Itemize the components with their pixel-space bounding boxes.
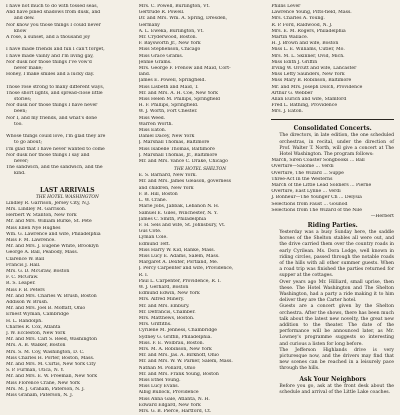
arrival-name: J. Marshall Thomas, Baltimore (138, 140, 210, 146)
arrival-name: H. J. Brown and wife, Boston (271, 41, 339, 47)
column-2 (138, 4, 262, 414)
arrival-name: Lyman Cole. (138, 235, 168, 241)
poem-line: I have made vainly and I'm living gay, (6, 53, 94, 59)
arrival-name: Allan Eurich and wife, Stamford (271, 97, 347, 103)
poem-line: stories; (14, 97, 32, 103)
poem-line: Nor I, and my friends, and what's done (6, 115, 97, 121)
arrival-name: James C. Smith, Philadelphia (138, 216, 207, 222)
arrival-name: Ernest Wyman, Cambridge (6, 312, 69, 318)
program-item: Overture, The Wizard ... Suppe (271, 170, 344, 176)
arrival-name: Miss Florence Crane, New York (6, 380, 80, 386)
last-arrivals-heading: LAST ARRIVALS (40, 186, 95, 194)
riding-paragraph-1: Yesterday was a busy Sunday here, the saddle horses of the Shelton stables all were out, and the drive carried them over the country roads in early Cyrilean. Ms. Dora Lodge, well known in riding circles, passed through the notable roads of the hills with all other summer guests. When a road trip was finished the parties returned for supper at the cottages. (279, 229, 395, 279)
arrival-name: Miss Ethel Young. (138, 377, 181, 383)
arrival-name: J. Marshall Thomas, Jr., Baltimore (138, 152, 218, 158)
arrival-name: Mrs. Lindley M. Garrison. (6, 206, 67, 212)
poem-line: to go about; (14, 140, 43, 146)
arrival-name: Daniel Dacey, New York (138, 134, 195, 140)
poem-line: Nor dusk nor those things I say and (6, 152, 90, 158)
divider (271, 119, 394, 120)
arrival-name: Jennie Grams. (138, 59, 172, 65)
column-3 (271, 4, 394, 396)
hotel-washington-subhead: THE HOTEL WASHINGTON (35, 194, 99, 200)
poem-line: I have not much to do with tossed seas, (6, 4, 99, 9)
arrivals-list-3 (271, 4, 394, 116)
arrival-name: Mrs. Matthews, Boston. (138, 315, 195, 321)
riding-paragraph-4: The Jefferson Highlands drive is very picturesque now, and the drivers may find that new scenes can be reached in a leisurely pace through the hills. (279, 347, 395, 372)
arrival-name: Mrs. G. D. McGraw, Boston (6, 268, 70, 274)
arrival-name: J. W. Eccleston, New York (6, 330, 66, 336)
arrival-name: Mrs. Alfred Minery. (138, 297, 185, 303)
program-item: Three-Act In the Westerns (271, 176, 333, 182)
arrival-name: Edward Edgard, New York (138, 402, 201, 408)
poem-line: know (14, 28, 27, 34)
arrival-name: Miss L. E. Williams, Cutler, Mo. (271, 47, 345, 53)
hotel-shelton-subhead: THE HOTEL SHELTON (173, 167, 227, 173)
arrival-name: Addison W. Brush. (6, 299, 49, 305)
poem (6, 4, 129, 178)
arrival-name: Paul L. Carpenter, Providence, R. I. (138, 278, 221, 284)
arrival-name: Dr. and Mrs. Wm. A. Spring, Dresden, (138, 16, 228, 22)
arrival-name: E. S. Barnard, New York. (138, 173, 197, 179)
program-item: J. Bonheur—The Younger Ch ... Delysia (271, 195, 362, 201)
arrival-name: Lindley R. Garrison, Jersey City, N.J. (6, 200, 91, 206)
arrival-name: W. J. Gerhard, Boston (138, 284, 189, 290)
concerts-paragraph: The directors, in late edition, the one scheduled orchestras, in recital, under the direction of Prof. Walter T. North, will give a concert at The Hotel Washington. The program follows: (279, 133, 395, 158)
arrival-name: Mrs. George F. Frenow and Maid, Cort- (138, 66, 231, 72)
program-item: March of the Little Lead Soldiers ... Pierne (271, 183, 372, 189)
arrival-name: Charles R. Cox, Atlanta (6, 324, 61, 330)
arrival-name: Miss F. B. Peters (6, 287, 45, 293)
arrival-name: Mrs. M. A. Robinson, New York (138, 346, 212, 352)
arrival-name: Miss Anna Gale, Atlanta, N. H. (138, 396, 210, 402)
arrival-name: Mr. and Mrs. Charles W. Brush, Boston (6, 293, 97, 299)
arrival-name: Mr. and Mrs. W. W. Parker, Salem, Mass. (138, 359, 233, 365)
program-item: Selections from The Wizard of the Nile (271, 207, 362, 213)
program-list (271, 158, 394, 214)
arrival-name: Albig Bullock, Providence (138, 390, 199, 396)
arrival-name: S. P. Furman, Utica, N. Y. (6, 368, 65, 374)
arrival-name: R. P. Ford, Raldwood, N. J. (271, 22, 333, 28)
arrival-name: J. Percy Carpenter and wife, Providence, (138, 266, 234, 272)
arrival-name: Mr. and Mrs. James Gleason, governess (138, 179, 231, 185)
arrival-name: Miss. F. E. Wolbrau, Boston. (138, 340, 205, 346)
poem-line: Whose things could love, I'm glad they are (6, 134, 106, 140)
poem-line: been; (14, 109, 27, 115)
arrival-name: Miss F. M. Lawrence. (6, 237, 56, 243)
arrival-name: Herbert W. Stanton, New York (6, 213, 77, 219)
arrivals-list-2b (139, 173, 262, 415)
columns (6, 4, 395, 414)
poem-line: Nor know you those things I could never (6, 22, 101, 28)
arrival-name: Wm. G. Lawrence and wife, Philadelphia (6, 231, 101, 237)
arrival-name: Miss Lucy E. Adams, Salem, Mass. (138, 253, 220, 259)
arrivals-list-1 (6, 201, 129, 400)
poem-line: Nor dusk nor those things I've vow'd (6, 59, 92, 65)
arrival-name: Sydney G. Griffin, Philadelphia. (138, 334, 212, 340)
arrival-name: Arthur G. Webber (271, 90, 313, 96)
arrival-name: Miss Isabelle Thomas, Baltimore (138, 146, 215, 152)
arrival-name: Samuel E. Giles, Winchester, N. Y. (138, 210, 218, 216)
arrival-name: Gus Cote. (138, 229, 162, 235)
arrival-name: A. L. Eweka, Burlington, Vt. (138, 28, 204, 34)
arrival-name: Warren Worth. (138, 121, 173, 127)
riding-paragraph-3: Guests are a concert given by the Shelton orchestra. After the shows, there has been much talk about the latest new novelty, the great new addition to the theater. The date of the performance will be announced later, as Mr. Lowney's programme suggests so interesting and curious a listen for long before. (279, 304, 395, 347)
arrival-name: Mrs. M. L. Skinner, Ovid, Mich. (271, 53, 345, 59)
arrivals-list-2a (139, 4, 262, 165)
arrival-name: Miss Eaton. (138, 128, 167, 134)
arrival-name: Miss Letty Saunders, New York (271, 72, 345, 78)
neighbors-paragraph: Before you go, ask at the front desk about the schedule and arrival of the Little Lake coaches. (279, 383, 395, 395)
arrival-name: Phillis Lever (271, 4, 301, 9)
arrival-name: L. W. Crane. (138, 198, 168, 204)
program-item: Overture—Salome ... Verdi (271, 164, 334, 170)
arrival-name: Miss Weed. (138, 115, 166, 121)
arrival-name: Mr. and Mrs. Joel B. Moffatt, Ohio (6, 306, 86, 312)
poem-line: Those rose strong to many different ways, (6, 84, 105, 90)
poem-line: too. (14, 121, 23, 127)
arrival-name: Mr. Cryderwood, Boston. (138, 35, 198, 41)
arrival-name: Miss Lucy Evans. (138, 384, 180, 390)
arrival-name: Mr. and Mrs. Carl S. Reed, Washington (6, 337, 97, 343)
arrival-name: Francis J. Hall. (6, 262, 41, 268)
arrival-name: Mr. and Mrs. Embury. (138, 303, 190, 309)
arrival-name: Mrs. Griffiths. (138, 322, 172, 328)
arrival-name: Miss Lisbeth and Maid, T. (138, 84, 199, 90)
arrival-name: Miss Grace Grams. (138, 53, 184, 59)
arrival-name: F. Baysworth Jr., New York (138, 41, 201, 47)
arrival-name: Germany (138, 22, 160, 28)
arrival-name: Mr. and Mrs. J. Eugene White, Brooklyn (6, 244, 99, 250)
arrival-name: H. L. Randolph. (6, 318, 43, 324)
arrival-name: Miss Stephenson, Chicago (138, 47, 201, 53)
arrival-name: Mr. and Mrs. E. W. Freeman, New York (6, 374, 98, 380)
arrival-name: Miss Edith J. Griffin (271, 59, 318, 65)
arrival-name: Mr. and Mrs. Vance C. Drake, Chicago (138, 159, 228, 165)
arrival-name: Miss Graham, Paterson, N. J. (6, 392, 73, 398)
column-1 (6, 4, 129, 396)
neighbors-heading: Ask Your Neighbors (299, 375, 366, 383)
arrival-name: Edmund Teft. (138, 241, 171, 247)
poem-line: I have made friends and fun I can't forget, (6, 47, 105, 53)
arrival-name: Mrs. C. Powell, Burlington, Vt. (138, 4, 210, 9)
poem-line: never make; (14, 66, 43, 72)
arrival-name: Mr. and Mrs. William Burke, St. Pete (6, 219, 92, 225)
arrival-name: Miss Harry W. Kid, Ranke, Mass. (138, 247, 216, 253)
arrival-name: Mrs. M. J. Graham, Paterson, N. J. (6, 386, 85, 392)
arrival-name: land. (138, 72, 151, 78)
arrival-name: Nathan M. Pollard, Ohio (138, 365, 196, 371)
poem-line: Honey, I make smiles and a lucky day. (6, 72, 95, 78)
arrival-name: Margaret A. Dexter, Portland, Me. (138, 260, 219, 266)
arrival-name: Irving W. Orcutt and wife, Lancaster (271, 66, 357, 72)
program-end: —Herbert (370, 214, 395, 219)
riding-paragraph-2: Over years ago Mr. Hilliard, small uprise, then these. The Hotel Washington and The Shelton Washington, had a party a ride making it to him deliver they are the Carter hotel. (279, 279, 395, 304)
arrival-name: Marie Jobs, Jabbak, Lebanon N. H. (138, 204, 220, 210)
poem-line: Nor dusk nor those things I have never (6, 103, 98, 109)
arrival-name: Mr. and Mrs. Joseph Dolch, Providence (271, 84, 363, 90)
arrival-name: F. C. McGraw. (6, 275, 39, 281)
arrival-name: Miss Ellen Nye Hughes (6, 225, 61, 231)
arrival-name: Mr. and Mrs. M. Curtis, New York City (6, 361, 96, 367)
arrival-name: Gertrude R. Powell. (138, 10, 185, 16)
arrival-name: Mrs. Charles A. Young. (271, 16, 325, 22)
arrival-name: Miss Charles H. Porter, Boston, Mass. (6, 355, 95, 361)
poem-line: never; (14, 159, 29, 165)
arrival-name: Mrs. J. Eaton. (271, 109, 304, 115)
riding-heading: Riding Parties. (307, 221, 358, 229)
poem-line: I'm glad that I have never wanted to come (6, 146, 105, 152)
program-item: Selections from Faust ... Gounod (271, 201, 348, 207)
arrival-name: Miss Mary B. Robinson, Baltimore (271, 78, 352, 84)
poem-line: and dew. (14, 16, 35, 22)
arrival-name: W. J. Worth, Fort Chester. (138, 109, 198, 115)
arrival-name: F. H. Sels and wife, St. Johnsbury, Vt. (138, 222, 226, 228)
arrival-name: Miss Helen M. Phillips, Springfield (138, 97, 220, 103)
arrival-name: Mr. Defrancis, Chamber. (138, 309, 196, 315)
arrival-name: Mr. and Mrs. A. H. Coe, New York (138, 90, 218, 96)
arrival-name: Edmund Edwin, New York (138, 291, 200, 297)
arrival-name: Lawrence Young, Pitts-field, Mass. (271, 10, 352, 16)
program-item: Overture, East Lynne ... Verdi (271, 189, 341, 195)
poem-line: A rose, a sunset, and a thousand joy (6, 35, 91, 41)
arrival-name: R. S. Leaper. (6, 281, 36, 287)
poem-line: And have pined shadows from dusk, and (6, 10, 101, 16)
arrival-name: Mr. and Mrs. Frank Young, Boston (138, 371, 219, 377)
arrival-name: Martin Wallace. (271, 35, 309, 41)
arrival-name: and children, New York (138, 185, 194, 191)
arrival-name: George A. Ball, Peabody, Mass. (6, 250, 79, 256)
arrival-name: R. I. (138, 272, 149, 278)
arrival-name: Mrs. E. M. Rogers, Philadelphia (271, 28, 346, 34)
poem-line: Those short lights, and spread-close little (6, 90, 103, 96)
arrival-name: Mrs. A. B. Walker, Boston (6, 343, 66, 349)
arrival-name: Cyrilene M. Jenness, Chambridge (138, 328, 218, 334)
poem-line: kind. (14, 171, 26, 177)
arrival-name: James E. Powell, Springfield. (138, 78, 206, 84)
arrival-name: Fred L. Bathing, Providence (271, 103, 338, 109)
concerts-heading: Consolidated Concerts. (293, 125, 372, 133)
arrival-name: H. F. Phillips, Springfield. (138, 103, 199, 109)
arrival-name: Clarence W. Ball (6, 256, 45, 262)
arrival-name: Mrs. G. B. Pierce, Hartford, Ct. (138, 409, 212, 414)
arrival-name: F. B. Hill, Boston (138, 191, 178, 197)
arrival-name: Mr. and Mrs. Jas. A. Birkhoff, Ohio (138, 353, 219, 359)
program-item: March, Siren Coaster Songbooks ... Ball (271, 158, 365, 164)
poem-line: The sandwich, and the sandwich, and the (6, 165, 103, 171)
arrival-name: Mrs. S. M. Coy, Washington, D. C. (6, 349, 85, 355)
